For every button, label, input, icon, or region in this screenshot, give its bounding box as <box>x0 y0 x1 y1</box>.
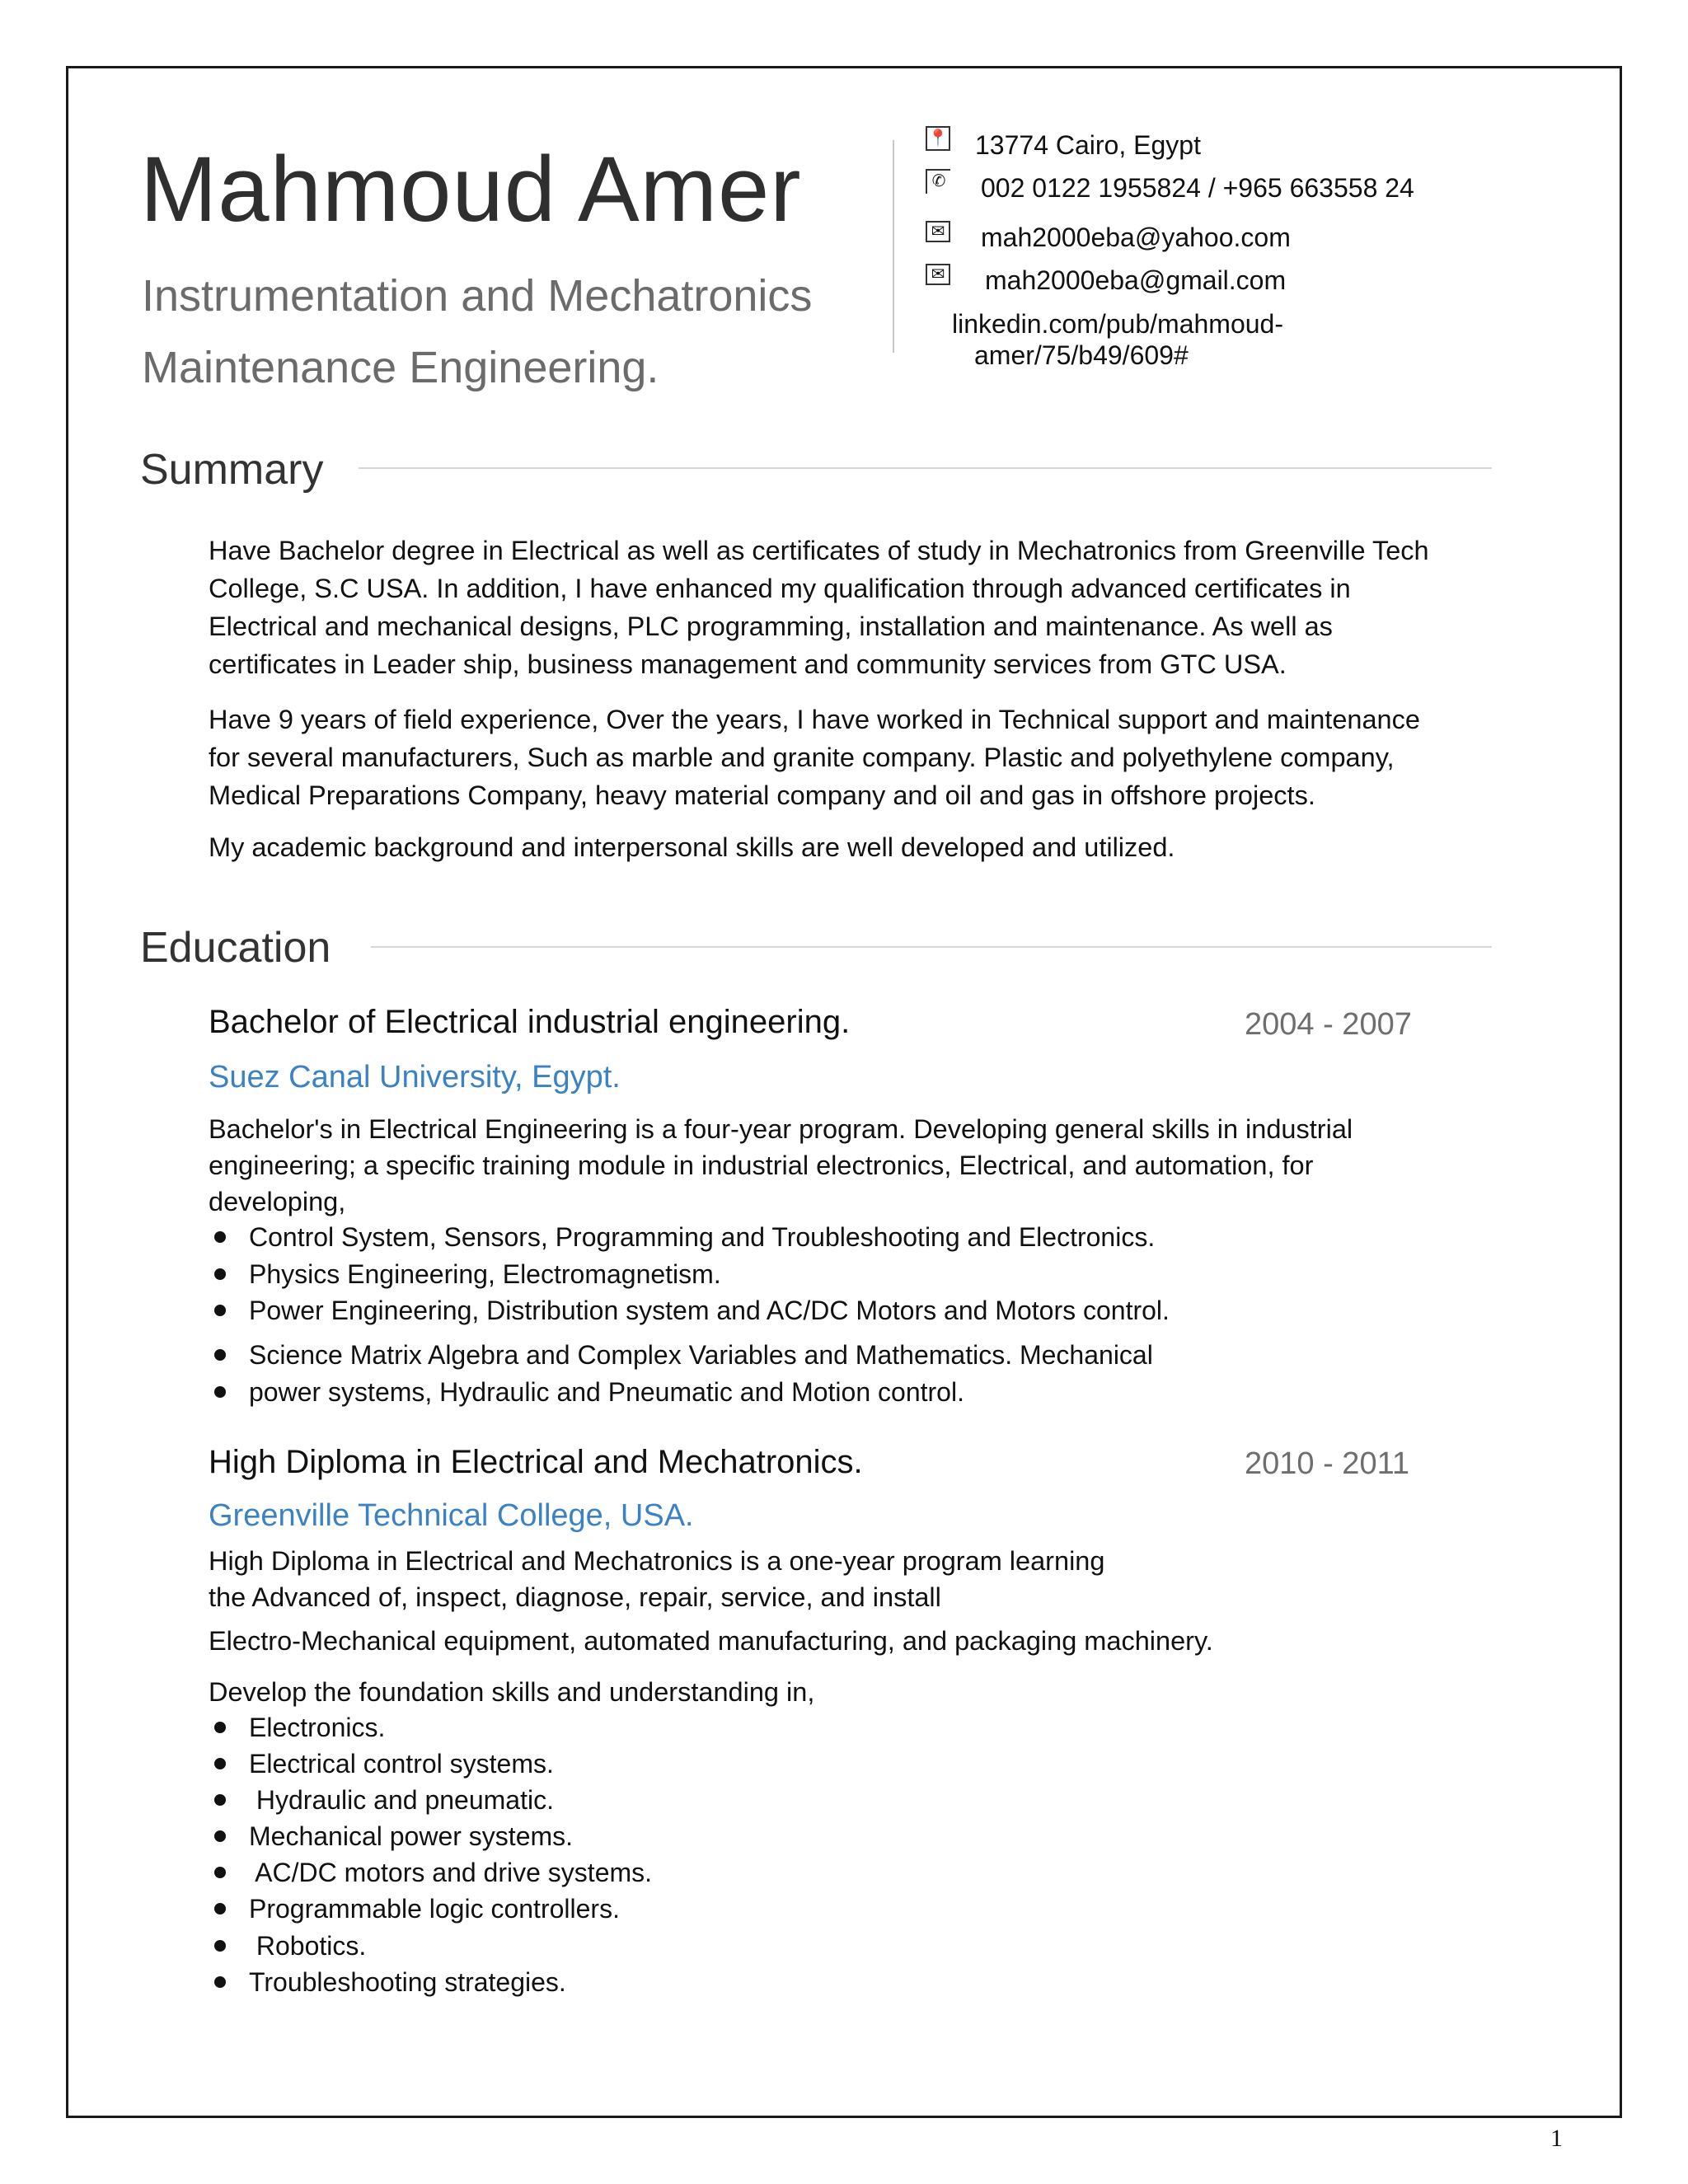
degree-title: High Diploma in Electrical and Mechatronics. <box>209 1444 863 1480</box>
email-gmail[interactable]: mah2000eba@gmail.com <box>985 265 1287 295</box>
envelope-icon: ✉ <box>926 221 950 242</box>
address: 13774 Cairo, Egypt <box>975 130 1201 160</box>
text-line: developing, <box>209 1187 346 1216</box>
summary-paragraph-2 <box>209 701 1494 814</box>
list-item: Robotics. <box>214 1931 366 1961</box>
education-heading: Education <box>140 924 331 972</box>
list-item: AC/DC motors and drive systems. <box>214 1858 652 1888</box>
text-line: Electro-Mechanical equipment, automated manufacturing, and packaging machinery. <box>209 1626 1213 1656</box>
phone-number: 002 0122 1955824 / +965 663558 24 <box>981 173 1414 203</box>
list-item: Power Engineering, Distribution system and AC/DC Motors and Motors control. <box>214 1296 1170 1326</box>
text-line: Develop the foundation skills and understanding in, <box>209 1677 815 1707</box>
text-line: Electrical and mechanical designs, PLC programming, installation and maintenance. As well as <box>209 612 1333 641</box>
summary-paragraph-1 <box>209 532 1494 683</box>
list-item: Physics Engineering, Electromagnetism. <box>214 1259 721 1290</box>
candidate-name: Mahmoud Amer <box>140 138 802 241</box>
list-item: Science Matrix Algebra and Complex Variables and Mathematics. Mechanical <box>214 1340 1153 1371</box>
summary-paragraph-3 <box>209 828 1494 866</box>
list-item: Mechanical power systems. <box>214 1821 573 1852</box>
bullet-icon <box>214 1349 226 1361</box>
job-title-line-2: Maintenance Engineering. <box>142 343 659 392</box>
diploma-description <box>209 1543 1494 1615</box>
bullet-icon <box>214 1940 226 1952</box>
linkedin-url-line-2[interactable]: amer/75/b49/609# <box>974 340 1189 370</box>
summary-heading: Summary <box>140 446 324 494</box>
list-item: Control System, Sensors, Programming and Troubleshooting and Electronics. <box>214 1222 1155 1253</box>
text-line: certificates in Leader ship, business management and community services from GTC USA. <box>209 649 1287 679</box>
list-item: Troubleshooting strategies. <box>214 1967 566 1998</box>
bullet-icon <box>214 1903 226 1915</box>
bullet-icon <box>214 1867 226 1878</box>
bullet-icon <box>214 1386 226 1398</box>
bullet-icon <box>214 1305 226 1316</box>
email-yahoo[interactable]: mah2000eba@yahoo.com <box>981 223 1291 252</box>
text-line: engineering; a specific training module in industrial electronics, Electrical, and automation, for <box>209 1151 1314 1180</box>
text-line: High Diploma in Electrical and Mechatronics is a one-year program learning <box>209 1546 1105 1576</box>
location-pin-icon: 📍 <box>926 126 950 151</box>
text-line: Bachelor's in Electrical Engineering is a four-year program. Developing general skills in industrial <box>209 1114 1353 1144</box>
bullet-icon <box>214 1976 226 1988</box>
degree-description <box>209 1111 1494 1220</box>
text-line: Medical Preparations Company, heavy material company and oil and gas in offshore projects. <box>209 780 1315 810</box>
phone-icon: ✆ <box>926 169 950 194</box>
degree-dates: 2010 - 2011 <box>1245 1446 1410 1481</box>
school-name: Suez Canal University, Egypt. <box>209 1060 621 1094</box>
text-line: College, S.C USA. In addition, I have enhanced my qualification through advanced certificates in <box>209 574 1351 603</box>
list-item: Electronics. <box>214 1713 385 1743</box>
text-line: My academic background and interpersonal skills are well developed and utilized. <box>209 832 1175 862</box>
list-item: Hydraulic and pneumatic. <box>214 1785 554 1816</box>
bullet-icon <box>214 1794 226 1806</box>
job-title-line-1: Instrumentation and Mechatronics <box>142 271 813 321</box>
school-name: Greenville Technical College, USA. <box>209 1498 694 1533</box>
bullet-icon <box>214 1268 226 1280</box>
bullet-icon <box>214 1830 226 1842</box>
degree-dates: 2004 - 2007 <box>1245 1007 1412 1042</box>
list-item: Electrical control systems. <box>214 1749 554 1779</box>
text-line: the Advanced of, inspect, diagnose, repair, service, and install <box>209 1582 941 1612</box>
text-line: Have Bachelor degree in Electrical as well as certificates of study in Mechatronics from Greenville Tech <box>209 536 1429 565</box>
bullet-icon <box>214 1231 226 1243</box>
list-item: power systems, Hydraulic and Pneumatic and Motion control. <box>214 1377 964 1408</box>
bullet-icon <box>214 1758 226 1769</box>
envelope-icon: ✉ <box>926 264 950 285</box>
degree-title: Bachelor of Electrical industrial engineering. <box>209 1004 851 1040</box>
linkedin-url-line-1[interactable]: linkedin.com/pub/mahmoud- <box>952 309 1283 339</box>
diploma-description-2 <box>209 1622 1494 1660</box>
page-number: 1 <box>1550 2125 1563 2152</box>
education-divider <box>371 946 1492 948</box>
text-line: for several manufacturers, Such as marble and granite company. Plastic and polyethylene company, <box>209 743 1395 772</box>
skills-intro <box>209 1673 1494 1711</box>
summary-divider <box>359 467 1492 469</box>
bullet-icon <box>214 1722 226 1733</box>
text-line: Have 9 years of field experience, Over the years, I have worked in Technical support and maintenance <box>209 705 1420 734</box>
header-divider <box>893 140 894 353</box>
list-item: Programmable logic controllers. <box>214 1894 620 1924</box>
